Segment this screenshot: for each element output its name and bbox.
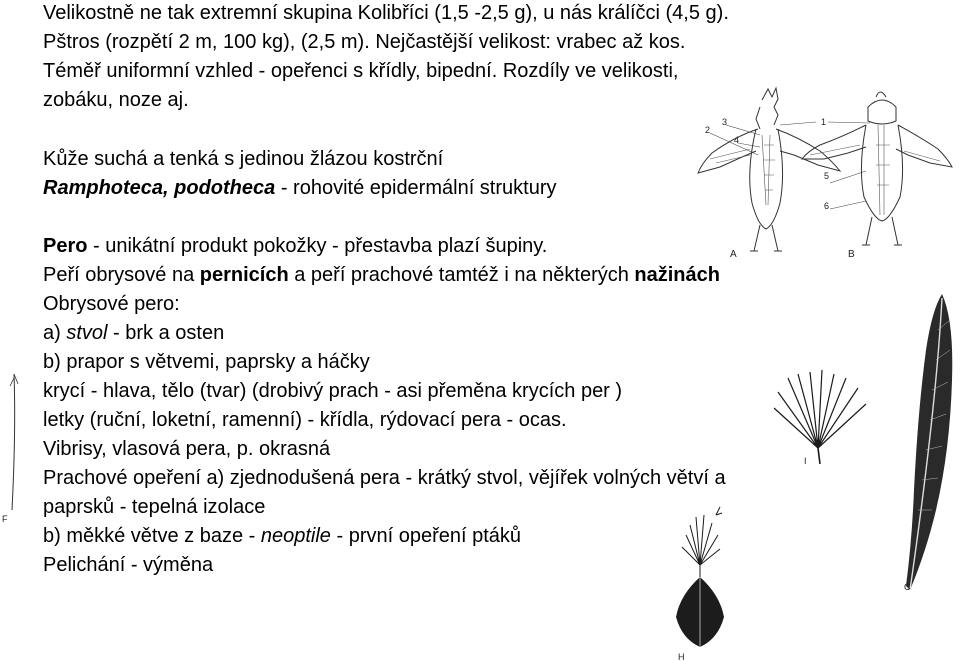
mekke-a: b) měkké větve z baze - xyxy=(43,525,261,547)
filoplume-illustration xyxy=(0,370,24,530)
neoptile-feather-illustration xyxy=(660,505,740,661)
ramphoteca-term: Ramphoteca, podotheca xyxy=(43,177,276,199)
text-item-a xyxy=(43,321,224,345)
text-mekke xyxy=(43,524,521,548)
stvol-term: stvol xyxy=(66,322,108,344)
text-ramphoteca xyxy=(43,176,557,200)
bird-a-num-label-3: 4 xyxy=(734,135,740,145)
text-kryci: krycí - hlava, tělo (tvar) (drobivý prach - asi přeměna krycích per ) xyxy=(43,380,623,402)
naziny-term: nažinách xyxy=(634,264,720,286)
text-peri xyxy=(43,263,720,287)
text-prachove-1: Prachové opeření a) zjednodušená pera - krátký stvol, vějířek volných větví a xyxy=(43,467,726,489)
text-item-b: b) prapor s větvemi, paprsky a háčky xyxy=(43,351,370,373)
text-pero xyxy=(43,234,547,258)
bird-b-num-label-2: 6 xyxy=(824,201,830,211)
item-a-prefix: a) xyxy=(43,322,67,344)
neoptile-term: neoptile xyxy=(260,525,331,547)
peri-c: a peří prachové tamtéž i na některých xyxy=(288,264,635,286)
bird-a-num-label-1: 2 xyxy=(705,125,711,135)
text-prachove-2: paprsků - tepelná izolace xyxy=(43,496,266,518)
bird-a-label: A xyxy=(730,249,737,260)
feather-c-label: C xyxy=(904,582,911,592)
text-skin: Kůže suchá a tenká s jedinou žlázou kostrční xyxy=(43,148,444,170)
mekke-b: - první opeření ptáků xyxy=(330,525,522,547)
bird-b-label: B xyxy=(848,249,855,260)
ramphoteca-desc: - rohovité epidermální struktury xyxy=(275,177,557,199)
text-line-4: zobáku, noze aj. xyxy=(43,89,189,111)
text-line-3: Téměř uniformní vzhled - opeřenci s křídly, bipední. Rozdíly ve velikosti, xyxy=(43,60,679,82)
text-vibrisy: Vibrisy, vlasová pera, p. okrasná xyxy=(43,438,331,460)
feather-f-label: F xyxy=(2,514,8,524)
pernice-term: pernicích xyxy=(199,264,289,286)
text-line-2: Pštros (rozpětí 2 m, 100 kg), (2,5 m). Nejčastější velikost: vrabec až kos. xyxy=(43,31,686,53)
contour-feather-illustration xyxy=(880,290,960,600)
pero-desc: - unikátní produkt pokožky - přestavba plazí šupiny. xyxy=(87,235,548,257)
text-letky: letky (ruční, loketní, ramenní) - křídla, rýdovací pera - ocas. xyxy=(43,409,567,431)
feather-i-label: I xyxy=(804,456,807,466)
item-a-rest: - brk a osten xyxy=(107,322,225,344)
text-line-1: Velikostně ne tak extremní skupina Kolibříci (1,5 -2,5 g), u nás králíčci (4,5 g). xyxy=(43,2,729,24)
text-pelichani: Pelichání - výměna xyxy=(43,554,214,576)
down-feather-illustration xyxy=(768,368,878,468)
text-obrysove: Obrysové pero: xyxy=(43,293,180,315)
peri-a: Peří obrysové na xyxy=(43,264,200,286)
bird-a-num-label-2: 3 xyxy=(722,117,728,127)
pero-term: Pero xyxy=(43,235,88,257)
bird-b-num-label-1: 5 xyxy=(824,171,830,181)
bird-pterylae-illustration xyxy=(690,85,960,260)
feather-h-label: H xyxy=(678,652,685,661)
bird-a-num-label-4: 1 xyxy=(821,117,827,127)
